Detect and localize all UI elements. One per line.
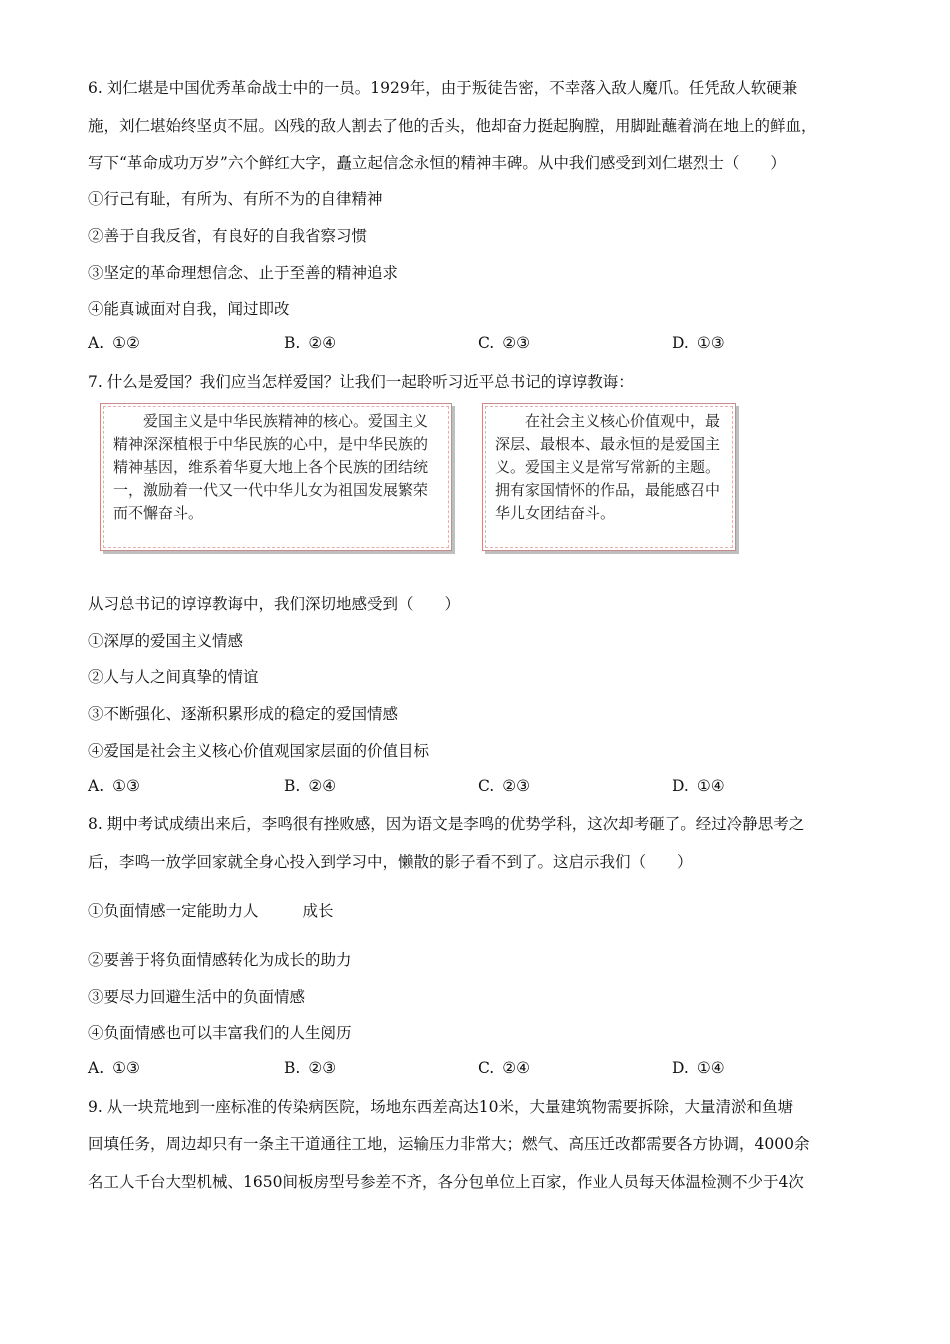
q8-options — [88, 1059, 878, 1081]
option-value: ①② — [112, 334, 140, 352]
q7-question: 从习总书记的谆谆教诲中，我们深切地感受到（ ） — [88, 595, 461, 613]
q8-line-1 — [88, 814, 804, 834]
option-value: ②③ — [308, 1059, 337, 1077]
q8-item-1-part-a: ①负面情感一定能助力人 — [88, 902, 259, 920]
q8-option-b[interactable] — [284, 1059, 336, 1077]
q6-option-a[interactable] — [88, 334, 140, 352]
option-value: ①④ — [696, 1059, 725, 1077]
q7-line-1 — [88, 372, 634, 392]
q6-item-3: ③坚定的革命理想信念、止于至善的精神追求 — [88, 264, 399, 282]
q8-line-2: 后，李鸣一放学回家就全身心投入到学习中，懒散的影子看不到了。这启示我们（ ） — [88, 853, 693, 871]
q9-text-1: 从一块荒地到一座标准的传染病医院，场地东西差高达10米，大量建筑物需要拆除，大量清淤和鱼塘 — [106, 1098, 794, 1116]
q7-item-1: ①深厚的爱国主义情感 — [88, 632, 244, 650]
q8-number: 8. — [88, 815, 103, 833]
q6-option-c[interactable] — [478, 334, 530, 352]
q6-option-b[interactable] — [284, 334, 336, 352]
option-key: D. — [672, 777, 689, 795]
option-value: ①④ — [696, 777, 725, 795]
option-value: ①③ — [112, 1059, 140, 1077]
q7-item-2: ②人与人之间真挚的情谊 — [88, 668, 259, 686]
option-key: B. — [284, 1059, 301, 1077]
q6-item-1: ①行己有耻，有所为、有所不为的自律精神 — [88, 190, 383, 208]
q7-option-b[interactable] — [284, 777, 336, 795]
q7-item-4: ④爱国是社会主义核心价值观国家层面的价值目标 — [88, 742, 430, 760]
q7-stem: 什么是爱国？我们应当怎样爱国？让我们一起聆听习近平总书记的谆谆教诲： — [106, 373, 634, 391]
quote-box-right: 在社会主义核心价值观中，最深层、最根本、最永恒的是爱国主义。爱国主义是常写常新的主题。拥有家国情怀的作品，最能感召中华儿女团结奋斗。 — [482, 403, 736, 551]
option-key: C. — [478, 777, 495, 795]
q7-option-a[interactable] — [88, 777, 140, 795]
q8-item-4: ④负面情感也可以丰富我们的人生阅历 — [88, 1024, 352, 1042]
q9-line-2: 回填任务，周边却只有一条主干道通往工地，运输压力非常大；燃气、高压迁改都需要各方协调，4000余 — [88, 1135, 810, 1153]
q7-option-c[interactable] — [478, 777, 530, 795]
q6-item-2: ②善于自我反省，有良好的自我省察习惯 — [88, 227, 368, 245]
option-value: ②③ — [502, 334, 531, 352]
q6-option-d[interactable] — [672, 334, 725, 352]
option-value: ②④ — [308, 334, 337, 352]
q8-item-2: ②要善于将负面情感转化为成长的助力 — [88, 951, 352, 969]
q9-line-1 — [88, 1097, 793, 1117]
option-key: B. — [284, 777, 301, 795]
option-value: ②③ — [502, 777, 531, 795]
q8-item-3: ③要尽力回避生活中的负面情感 — [88, 988, 306, 1006]
option-value: ①③ — [112, 777, 140, 795]
q8-option-c[interactable] — [478, 1059, 530, 1077]
option-key: A. — [88, 1059, 105, 1077]
quote-box-left: 爱国主义是中华民族精神的核心。爱国主义精神深深植根于中华民族的心中，是中华民族的精神基因，维系着华夏大地上各个民族的团结统一，激励着一代又一代中华儿女为祖国发展繁荣而不懈奋斗。 — [100, 403, 452, 551]
q8-item-1 — [88, 901, 334, 921]
option-key: B. — [284, 334, 301, 352]
option-value: ②④ — [502, 1059, 531, 1077]
q7-number: 7. — [88, 373, 103, 391]
option-value: ①③ — [696, 334, 725, 352]
q7-options — [88, 777, 878, 799]
option-key: C. — [478, 1059, 495, 1077]
q7-item-3: ③不断强化、逐渐积累形成的稳定的爱国情感 — [88, 705, 399, 723]
q6-line-2: 施，刘仁堪始终坚贞不屈。凶残的敌人割去了他的舌头，他却奋力挺起胸膛，用脚趾蘸着淌在地上的鲜血， — [88, 117, 817, 135]
option-key: A. — [88, 777, 105, 795]
q6-line-1 — [88, 78, 797, 98]
q8-item-1-part-b: 成长 — [302, 902, 334, 920]
q9-line-3: 名工人千台大型机械、1650间板房型号参差不齐，各分包单位上百家，作业人员每天体温检测不少于4次 — [88, 1173, 804, 1191]
q6-item-4: ④能真诚面对自我，闻过即改 — [88, 300, 290, 318]
q6-line-3: 写下“革命成功万岁”六个鲜红大字，矗立起信念永恒的精神丰碑。从中我们感受到刘仁堪烈士（ ） — [88, 154, 786, 172]
q6-text-1: 刘仁堪是中国优秀革命战士中的一员。1929年，由于叛徒告密，不幸落入敌人魔爪。任凭敌人软硬兼 — [106, 79, 798, 97]
q8-option-a[interactable] — [88, 1059, 140, 1077]
q7-option-d[interactable] — [672, 777, 725, 795]
option-key: A. — [88, 334, 105, 352]
q8-text-1: 期中考试成绩出来后，李鸣很有挫败感，因为语文是李鸣的优势学科，这次却考砸了。经过冷静思考之 — [106, 815, 805, 833]
option-key: C. — [478, 334, 495, 352]
option-key: D. — [672, 334, 689, 352]
option-value: ②④ — [308, 777, 337, 795]
q6-number: 6. — [88, 79, 103, 97]
q9-number: 9. — [88, 1098, 103, 1116]
q6-options — [88, 334, 878, 356]
q8-option-d[interactable] — [672, 1059, 725, 1077]
option-key: D. — [672, 1059, 689, 1077]
